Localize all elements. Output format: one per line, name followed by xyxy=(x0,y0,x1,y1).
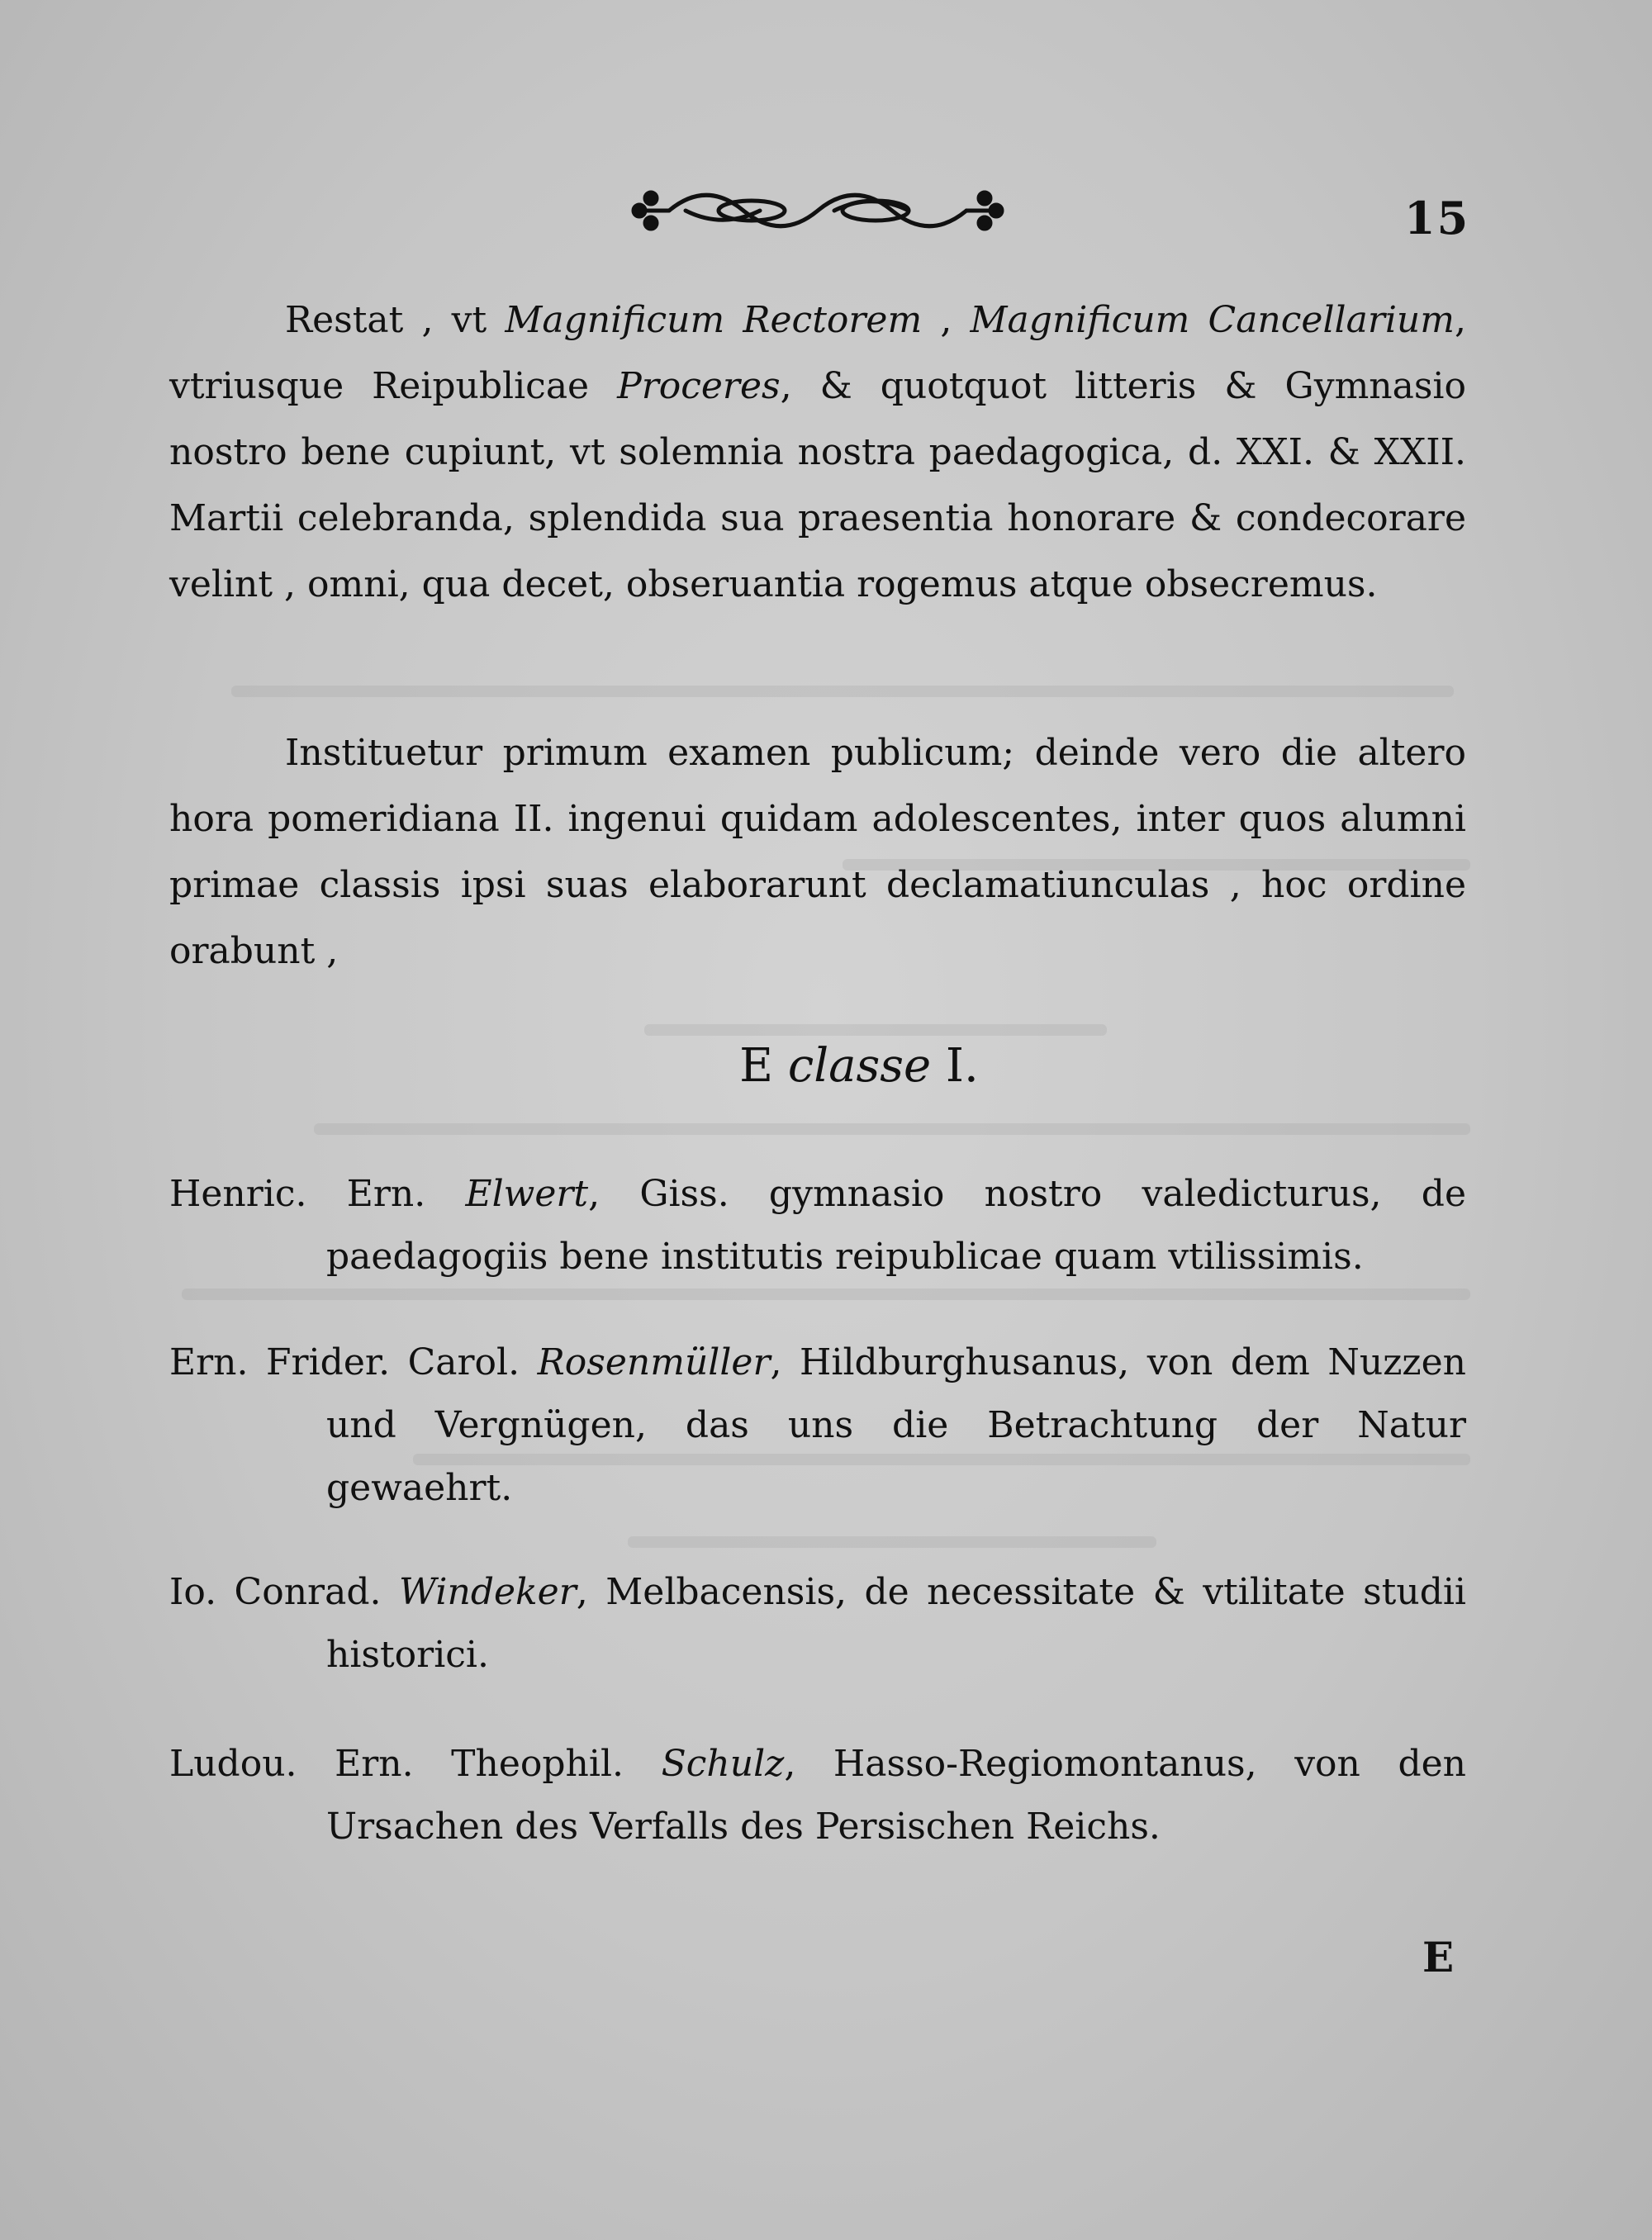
text-segment: Restat , vt xyxy=(285,299,506,341)
text-segment: , xyxy=(922,299,971,341)
section-heading-prefix: E xyxy=(739,1039,788,1093)
speaker-topic: , Melbacensis, de necessitate & vtilitate studii historici. xyxy=(326,1571,1466,1676)
text-segment-italic: Proceres xyxy=(617,365,781,407)
text-segment: , & quotquot litteris & Gymnasio nostro bene cupiunt, vt solemnia nostra paedagogica, d. XXI. & XXII. Martii celebranda, splendida sua praesentia honorare & condecorare velint , omni, qua decet, obseruantia rogemus atque obsecremus. xyxy=(169,365,1466,605)
text-segment: Instituetur primum examen publicum; deinde vero die altero hora pomeridiana II. ingenui quidam adolescentes, inter quos alumni primae classis ipsi suas elaborarunt declamatiunculas , hoc ordine orabunt , xyxy=(169,732,1466,972)
speaker-entry xyxy=(169,1331,1466,1520)
speaker-surname: Rosenmüller xyxy=(537,1341,771,1383)
section-heading xyxy=(0,1039,1652,1093)
speaker-forenames: Henric. Ern. xyxy=(169,1173,466,1215)
speaker-forenames: Ern. Frider. Carol. xyxy=(169,1341,538,1383)
speaker-forenames: Ludou. Ern. Theophil. xyxy=(169,1743,662,1785)
text-segment-italic: Magnificum Rectorem xyxy=(505,299,923,341)
catchword: E xyxy=(1422,1933,1455,1981)
speaker-forenames: Io. Conrad. xyxy=(169,1571,399,1613)
printers-ornament-icon xyxy=(628,182,1008,240)
speaker-entry xyxy=(169,1163,1466,1288)
speaker-topic: , Giss. gymnasio nostro valedicturus, de paedagogiis bene institutis reipublicae quam vtilissimis. xyxy=(326,1173,1466,1278)
page-number: 15 xyxy=(1404,192,1470,244)
text-segment-italic: Magnificum Cancellarium xyxy=(970,299,1455,341)
speaker-surname: Windeker xyxy=(398,1571,577,1613)
speaker-topic: , Hildburghusanus, von dem Nuzzen und Vergnügen, das uns die Betrachtung der Natur gewaehrt. xyxy=(326,1341,1466,1509)
speaker-entry xyxy=(169,1561,1466,1687)
section-heading-suffix: I. xyxy=(931,1039,979,1093)
speaker-surname: Elwert xyxy=(465,1173,589,1215)
paragraph-invitation xyxy=(169,287,1466,618)
speaker-topic: , Hasso-Regiomontanus, von den Ursachen des Verfalls des Persischen Reichs. xyxy=(326,1743,1466,1848)
section-heading-italic: classe xyxy=(787,1039,932,1093)
text-segment: , vtriusque Reipublicae xyxy=(169,299,1466,407)
paragraph-examination xyxy=(169,720,1466,985)
speaker-entry xyxy=(169,1733,1466,1858)
speaker-surname: Schulz xyxy=(661,1743,785,1785)
